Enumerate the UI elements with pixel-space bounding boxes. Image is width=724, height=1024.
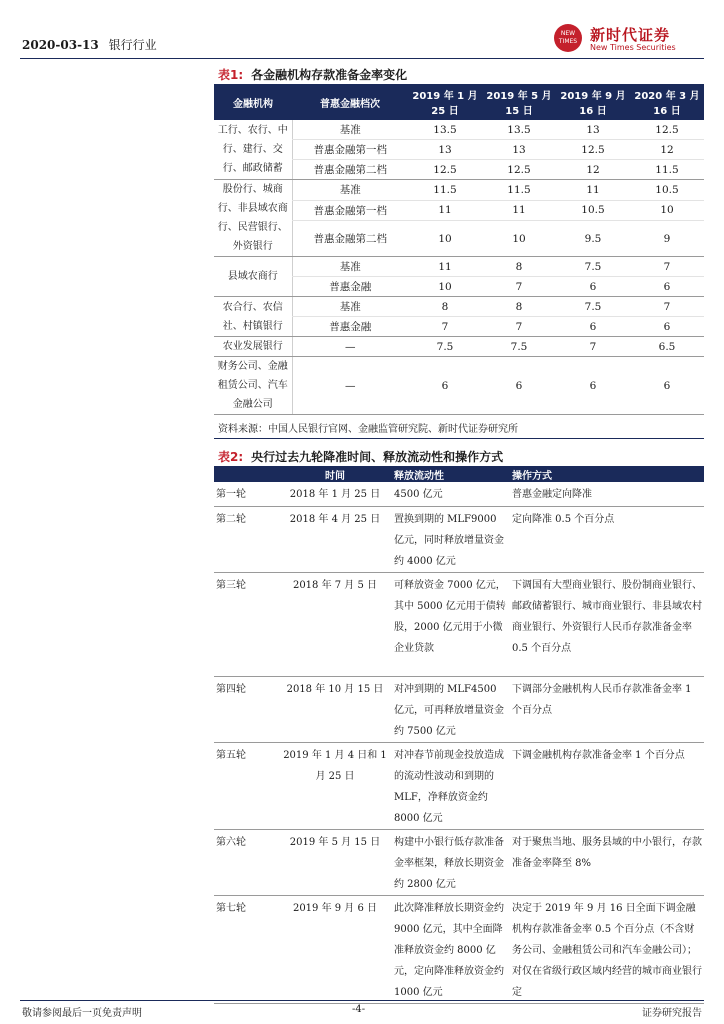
table1-header-cell: 2020 年 3 月 16 日	[630, 84, 704, 120]
rate-cell: 13	[482, 140, 556, 160]
table-row	[214, 742, 704, 829]
rate-cell: 6	[556, 317, 630, 337]
round-cell: 第七轮	[214, 895, 280, 1003]
time-cell: 2019 年 1 月 4 日和 1 月 25 日	[280, 742, 390, 829]
level-cell: 普惠金融	[292, 317, 408, 337]
table1-header-cell: 普惠金融档次	[292, 84, 408, 120]
logo-badge-icon: NEW TIMES	[554, 24, 582, 52]
rate-cell: 6	[630, 357, 704, 415]
company-logo	[552, 24, 702, 58]
rate-cell: 12.5	[482, 160, 556, 180]
rate-cell: 12.5	[556, 140, 630, 160]
header-rule	[20, 58, 704, 59]
rate-cell: 12.5	[408, 160, 482, 180]
liquidity-cell: 构建中小银行低存款准备金率框架，释放长期资金约 2800 亿元	[390, 829, 508, 895]
rate-cell: 11	[482, 200, 556, 221]
liquidity-cell: 对冲春节前现金投放造成的流动性波动和到期的 MLF，净释放资金约 8000 亿元	[390, 742, 508, 829]
rate-cell: 10.5	[556, 200, 630, 221]
footer-report-type: 证券研究报告	[642, 1008, 702, 1019]
operation-cell: 下调金融机构存款准备金率 1 个百分点	[508, 742, 704, 829]
reserve-ratio-table	[214, 84, 704, 415]
level-cell: 基准	[292, 120, 408, 140]
rate-cell: 13.5	[408, 120, 482, 140]
liquidity-cell: 置换到期的 MLF9000 亿元，同时释放增量资金约 4000 亿元	[390, 506, 508, 572]
level-cell: —	[292, 357, 408, 415]
time-cell: 2019 年 5 月 15 日	[280, 829, 390, 895]
level-cell: 普惠金融	[292, 277, 408, 297]
rate-cell: 13	[556, 120, 630, 140]
rate-cell: 6	[630, 317, 704, 337]
table1-header-cell: 2019 年 1 月 25 日	[408, 84, 482, 120]
rate-cell: 6	[408, 357, 482, 415]
liquidity-cell: 可释放资金 7000 亿元，其中 5000 亿元用于债转股，2000 亿元用于小微企业贷款	[390, 572, 508, 676]
rate-cell: 7.5	[482, 337, 556, 357]
rate-cell: 10	[630, 200, 704, 221]
rate-cell: 9.5	[556, 221, 630, 257]
table-row	[214, 357, 704, 415]
round-cell: 第三轮	[214, 572, 280, 676]
rate-cell: 8	[482, 257, 556, 277]
rate-cell: 8	[408, 297, 482, 317]
rate-cell: 13	[408, 140, 482, 160]
time-cell: 2019 年 9 月 6 日	[280, 895, 390, 1003]
report-sector: 银行行业	[108, 38, 157, 52]
table2-header-cell: 时间	[280, 466, 390, 482]
table2-number: 表2:	[218, 450, 244, 464]
table1-title-text: 各金融机构存款准备金率变化	[251, 68, 408, 82]
footer-rule	[20, 1000, 704, 1001]
round-cell: 第四轮	[214, 676, 280, 742]
rate-cell: 7.5	[556, 297, 630, 317]
table-row	[214, 180, 704, 201]
table-row	[214, 572, 704, 676]
institution-cell: 工行、农行、中行、建行、交行、邮政储蓄	[214, 120, 292, 180]
table-row	[214, 297, 704, 317]
rrr-cut-history-table	[214, 466, 704, 1004]
table-row	[214, 120, 704, 140]
table-row	[214, 257, 704, 277]
liquidity-cell: 对冲到期的 MLF4500 亿元，可再释放增量资金约 7500 亿元	[390, 676, 508, 742]
rate-cell: 12.5	[630, 120, 704, 140]
rate-cell: 7.5	[556, 257, 630, 277]
rate-cell: 6	[556, 277, 630, 297]
rate-cell: 11	[408, 200, 482, 221]
rate-cell: 6	[556, 357, 630, 415]
rate-cell: 7	[630, 297, 704, 317]
operation-cell: 定向降准 0.5 个百分点	[508, 506, 704, 572]
table1-number: 表1:	[218, 68, 244, 82]
logo-name: 新时代证券	[590, 26, 671, 44]
liquidity-cell: 4500 亿元	[390, 482, 508, 506]
level-cell: 基准	[292, 180, 408, 201]
rate-cell: 10	[482, 221, 556, 257]
time-cell: 2018 年 1 月 25 日	[280, 482, 390, 506]
operation-cell: 普惠金融定向降准	[508, 482, 704, 506]
operation-cell: 下调国有大型商业银行、股份制商业银行、邮政储蓄银行、城市商业银行、非县域农村商业银行、外资银行人民币存款准备金率 0.5 个百分点	[508, 572, 704, 676]
table2-header-row	[214, 466, 704, 482]
rate-cell: 11	[408, 257, 482, 277]
time-cell: 2018 年 7 月 5 日	[280, 572, 390, 676]
time-cell: 2018 年 4 月 25 日	[280, 506, 390, 572]
rate-cell: 10	[408, 277, 482, 297]
institution-cell: 农业发展银行	[214, 337, 292, 357]
rate-cell: 7	[556, 337, 630, 357]
level-cell: 基准	[292, 257, 408, 277]
logo-english-name: New Times Securities	[590, 43, 676, 52]
level-cell: 普惠金融第一档	[292, 140, 408, 160]
table2-body	[214, 482, 704, 1003]
table-row	[214, 895, 704, 1003]
round-cell: 第二轮	[214, 506, 280, 572]
table2-header-cell	[214, 466, 280, 482]
rate-cell: 7	[408, 317, 482, 337]
rate-cell: 12	[630, 140, 704, 160]
rate-cell: 10	[408, 221, 482, 257]
table2-header-cell: 释放流动性	[390, 466, 508, 482]
rate-cell: 9	[630, 221, 704, 257]
page-header	[22, 36, 157, 53]
table2-title-text: 央行过去九轮降准时间、释放流动性和操作方式	[251, 450, 504, 464]
operation-cell: 决定于 2019 年 9 月 16 日全面下调金融机构存款准备金率 0.5 个百分点（不含财务公司、金融租赁公司和汽车金融公司）；对仅在省级行政区域内经营的城市商业银行定	[508, 895, 704, 1003]
level-cell: 普惠金融第二档	[292, 160, 408, 180]
table2-header-cell: 操作方式	[508, 466, 704, 482]
table1-header-cell: 2019 年 5 月 15 日	[482, 84, 556, 120]
table1-header-cell: 金融机构	[214, 84, 292, 120]
round-cell: 第五轮	[214, 742, 280, 829]
table-row	[214, 482, 704, 506]
institution-cell: 农合行、农信社、村镇银行	[214, 297, 292, 337]
institution-cell: 股份行、城商行、非县域农商行、民营银行、外资银行	[214, 180, 292, 257]
table1-source: 资料来源：中国人民银行官网、金融监管研究院、新时代证券研究所	[218, 424, 518, 435]
table-row	[214, 829, 704, 895]
rate-cell: 10.5	[630, 180, 704, 201]
operation-cell: 对于聚焦当地、服务县域的中小银行，存款准备金率降至 8%	[508, 829, 704, 895]
operation-cell: 下调部分金融机构人民币存款准备金率 1 个百分点	[508, 676, 704, 742]
rate-cell: 6	[630, 277, 704, 297]
table-divider	[214, 438, 704, 439]
round-cell: 第六轮	[214, 829, 280, 895]
round-cell: 第一轮	[214, 482, 280, 506]
rate-cell: 7	[482, 317, 556, 337]
liquidity-cell: 此次降准释放长期资金约 9000 亿元，其中全面降准释放资金约 8000 亿元，定向降准释放资金约 1000 亿元	[390, 895, 508, 1003]
table-row	[214, 337, 704, 357]
page-number: -4-	[352, 1004, 366, 1015]
rate-cell: 11	[556, 180, 630, 201]
institution-cell: 县域农商行	[214, 257, 292, 297]
level-cell: 普惠金融第二档	[292, 221, 408, 257]
level-cell: 基准	[292, 297, 408, 317]
report-date: 2020-03-13	[22, 38, 99, 52]
table1-header-row	[214, 84, 704, 120]
footer-disclaimer: 敬请参阅最后一页免责声明	[22, 1008, 142, 1019]
institution-cell: 财务公司、金融租赁公司、汽车金融公司	[214, 357, 292, 415]
rate-cell: 11.5	[630, 160, 704, 180]
rate-cell: 11.5	[482, 180, 556, 201]
level-cell: —	[292, 337, 408, 357]
table1-header-cell: 2019 年 9 月 16 日	[556, 84, 630, 120]
rate-cell: 6	[482, 357, 556, 415]
rate-cell: 13.5	[482, 120, 556, 140]
table-row	[214, 676, 704, 742]
rate-cell: 8	[482, 297, 556, 317]
time-cell: 2018 年 10 月 15 日	[280, 676, 390, 742]
rate-cell: 6.5	[630, 337, 704, 357]
table1-title	[218, 66, 407, 83]
level-cell: 普惠金融第一档	[292, 200, 408, 221]
table2-title	[218, 448, 503, 465]
rate-cell: 7.5	[408, 337, 482, 357]
rate-cell: 7	[482, 277, 556, 297]
rate-cell: 12	[556, 160, 630, 180]
rate-cell: 7	[630, 257, 704, 277]
table-row	[214, 506, 704, 572]
rate-cell: 11.5	[408, 180, 482, 201]
